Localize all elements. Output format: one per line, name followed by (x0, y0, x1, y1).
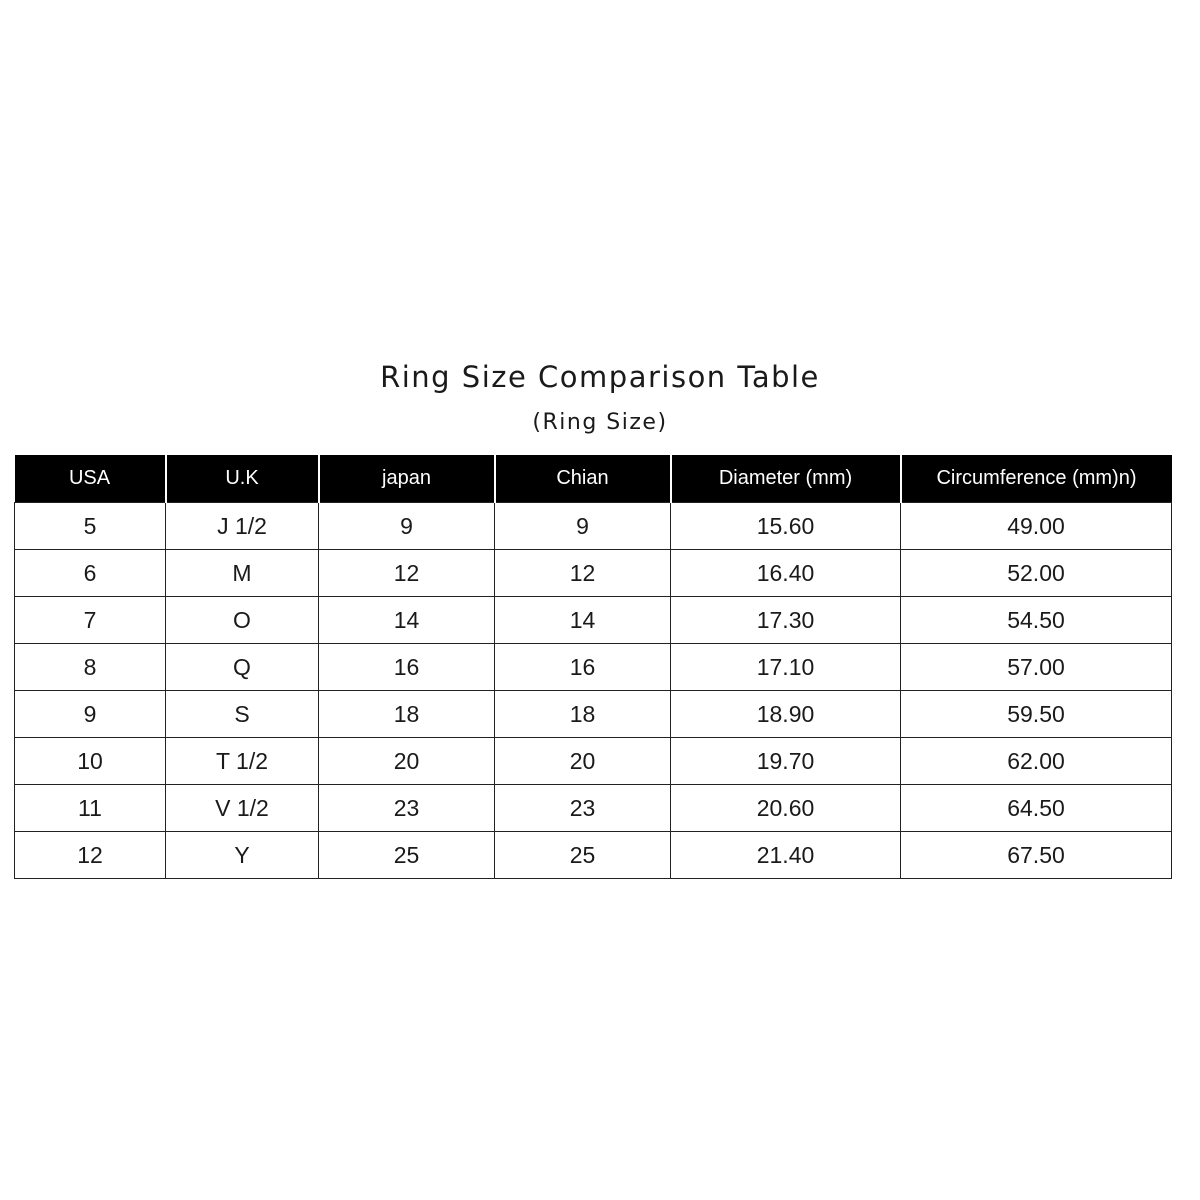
cell-japan: 20 (319, 738, 495, 785)
cell-circumference: 52.00 (901, 550, 1172, 597)
header-china: Chian (495, 455, 671, 503)
cell-japan: 9 (319, 503, 495, 550)
cell-circumference: 49.00 (901, 503, 1172, 550)
cell-uk: Q (166, 644, 319, 691)
cell-circumference: 59.50 (901, 691, 1172, 738)
cell-circumference: 67.50 (901, 832, 1172, 879)
ring-size-table (14, 455, 1172, 879)
cell-diameter: 16.40 (671, 550, 901, 597)
cell-circumference: 57.00 (901, 644, 1172, 691)
cell-china: 18 (495, 691, 671, 738)
table-row (15, 644, 1172, 691)
cell-uk: V 1/2 (166, 785, 319, 832)
header-uk: U.K (166, 455, 319, 503)
cell-diameter: 18.90 (671, 691, 901, 738)
cell-usa: 8 (15, 644, 166, 691)
header-circumference: Circumference (mm)n) (901, 455, 1172, 503)
cell-usa: 10 (15, 738, 166, 785)
cell-diameter: 15.60 (671, 503, 901, 550)
cell-usa: 12 (15, 832, 166, 879)
cell-china: 12 (495, 550, 671, 597)
table-row (15, 691, 1172, 738)
table-row (15, 785, 1172, 832)
cell-japan: 18 (319, 691, 495, 738)
cell-japan: 25 (319, 832, 495, 879)
cell-japan: 23 (319, 785, 495, 832)
table-row (15, 597, 1172, 644)
page-subtitle: (Ring Size) (532, 410, 668, 435)
cell-circumference: 54.50 (901, 597, 1172, 644)
cell-china: 20 (495, 738, 671, 785)
cell-diameter: 20.60 (671, 785, 901, 832)
table-row (15, 738, 1172, 785)
table-row (15, 832, 1172, 879)
cell-circumference: 64.50 (901, 785, 1172, 832)
cell-diameter: 17.10 (671, 644, 901, 691)
cell-uk: T 1/2 (166, 738, 319, 785)
cell-china: 16 (495, 644, 671, 691)
cell-circumference: 62.00 (901, 738, 1172, 785)
cell-japan: 14 (319, 597, 495, 644)
cell-usa: 11 (15, 785, 166, 832)
cell-japan: 16 (319, 644, 495, 691)
cell-usa: 5 (15, 503, 166, 550)
cell-uk: Y (166, 832, 319, 879)
cell-usa: 7 (15, 597, 166, 644)
cell-china: 14 (495, 597, 671, 644)
cell-uk: J 1/2 (166, 503, 319, 550)
table-header-row (15, 455, 1172, 503)
table-row (15, 550, 1172, 597)
header-usa: USA (15, 455, 166, 503)
cell-diameter: 17.30 (671, 597, 901, 644)
cell-uk: S (166, 691, 319, 738)
table-row (15, 503, 1172, 550)
cell-china: 23 (495, 785, 671, 832)
cell-china: 9 (495, 503, 671, 550)
header-japan: japan (319, 455, 495, 503)
cell-uk: M (166, 550, 319, 597)
header-diameter: Diameter (mm) (671, 455, 901, 503)
cell-usa: 6 (15, 550, 166, 597)
cell-uk: O (166, 597, 319, 644)
cell-japan: 12 (319, 550, 495, 597)
cell-diameter: 19.70 (671, 738, 901, 785)
cell-diameter: 21.40 (671, 832, 901, 879)
page-title: Ring Size Comparison Table (380, 360, 820, 394)
cell-china: 25 (495, 832, 671, 879)
cell-usa: 9 (15, 691, 166, 738)
